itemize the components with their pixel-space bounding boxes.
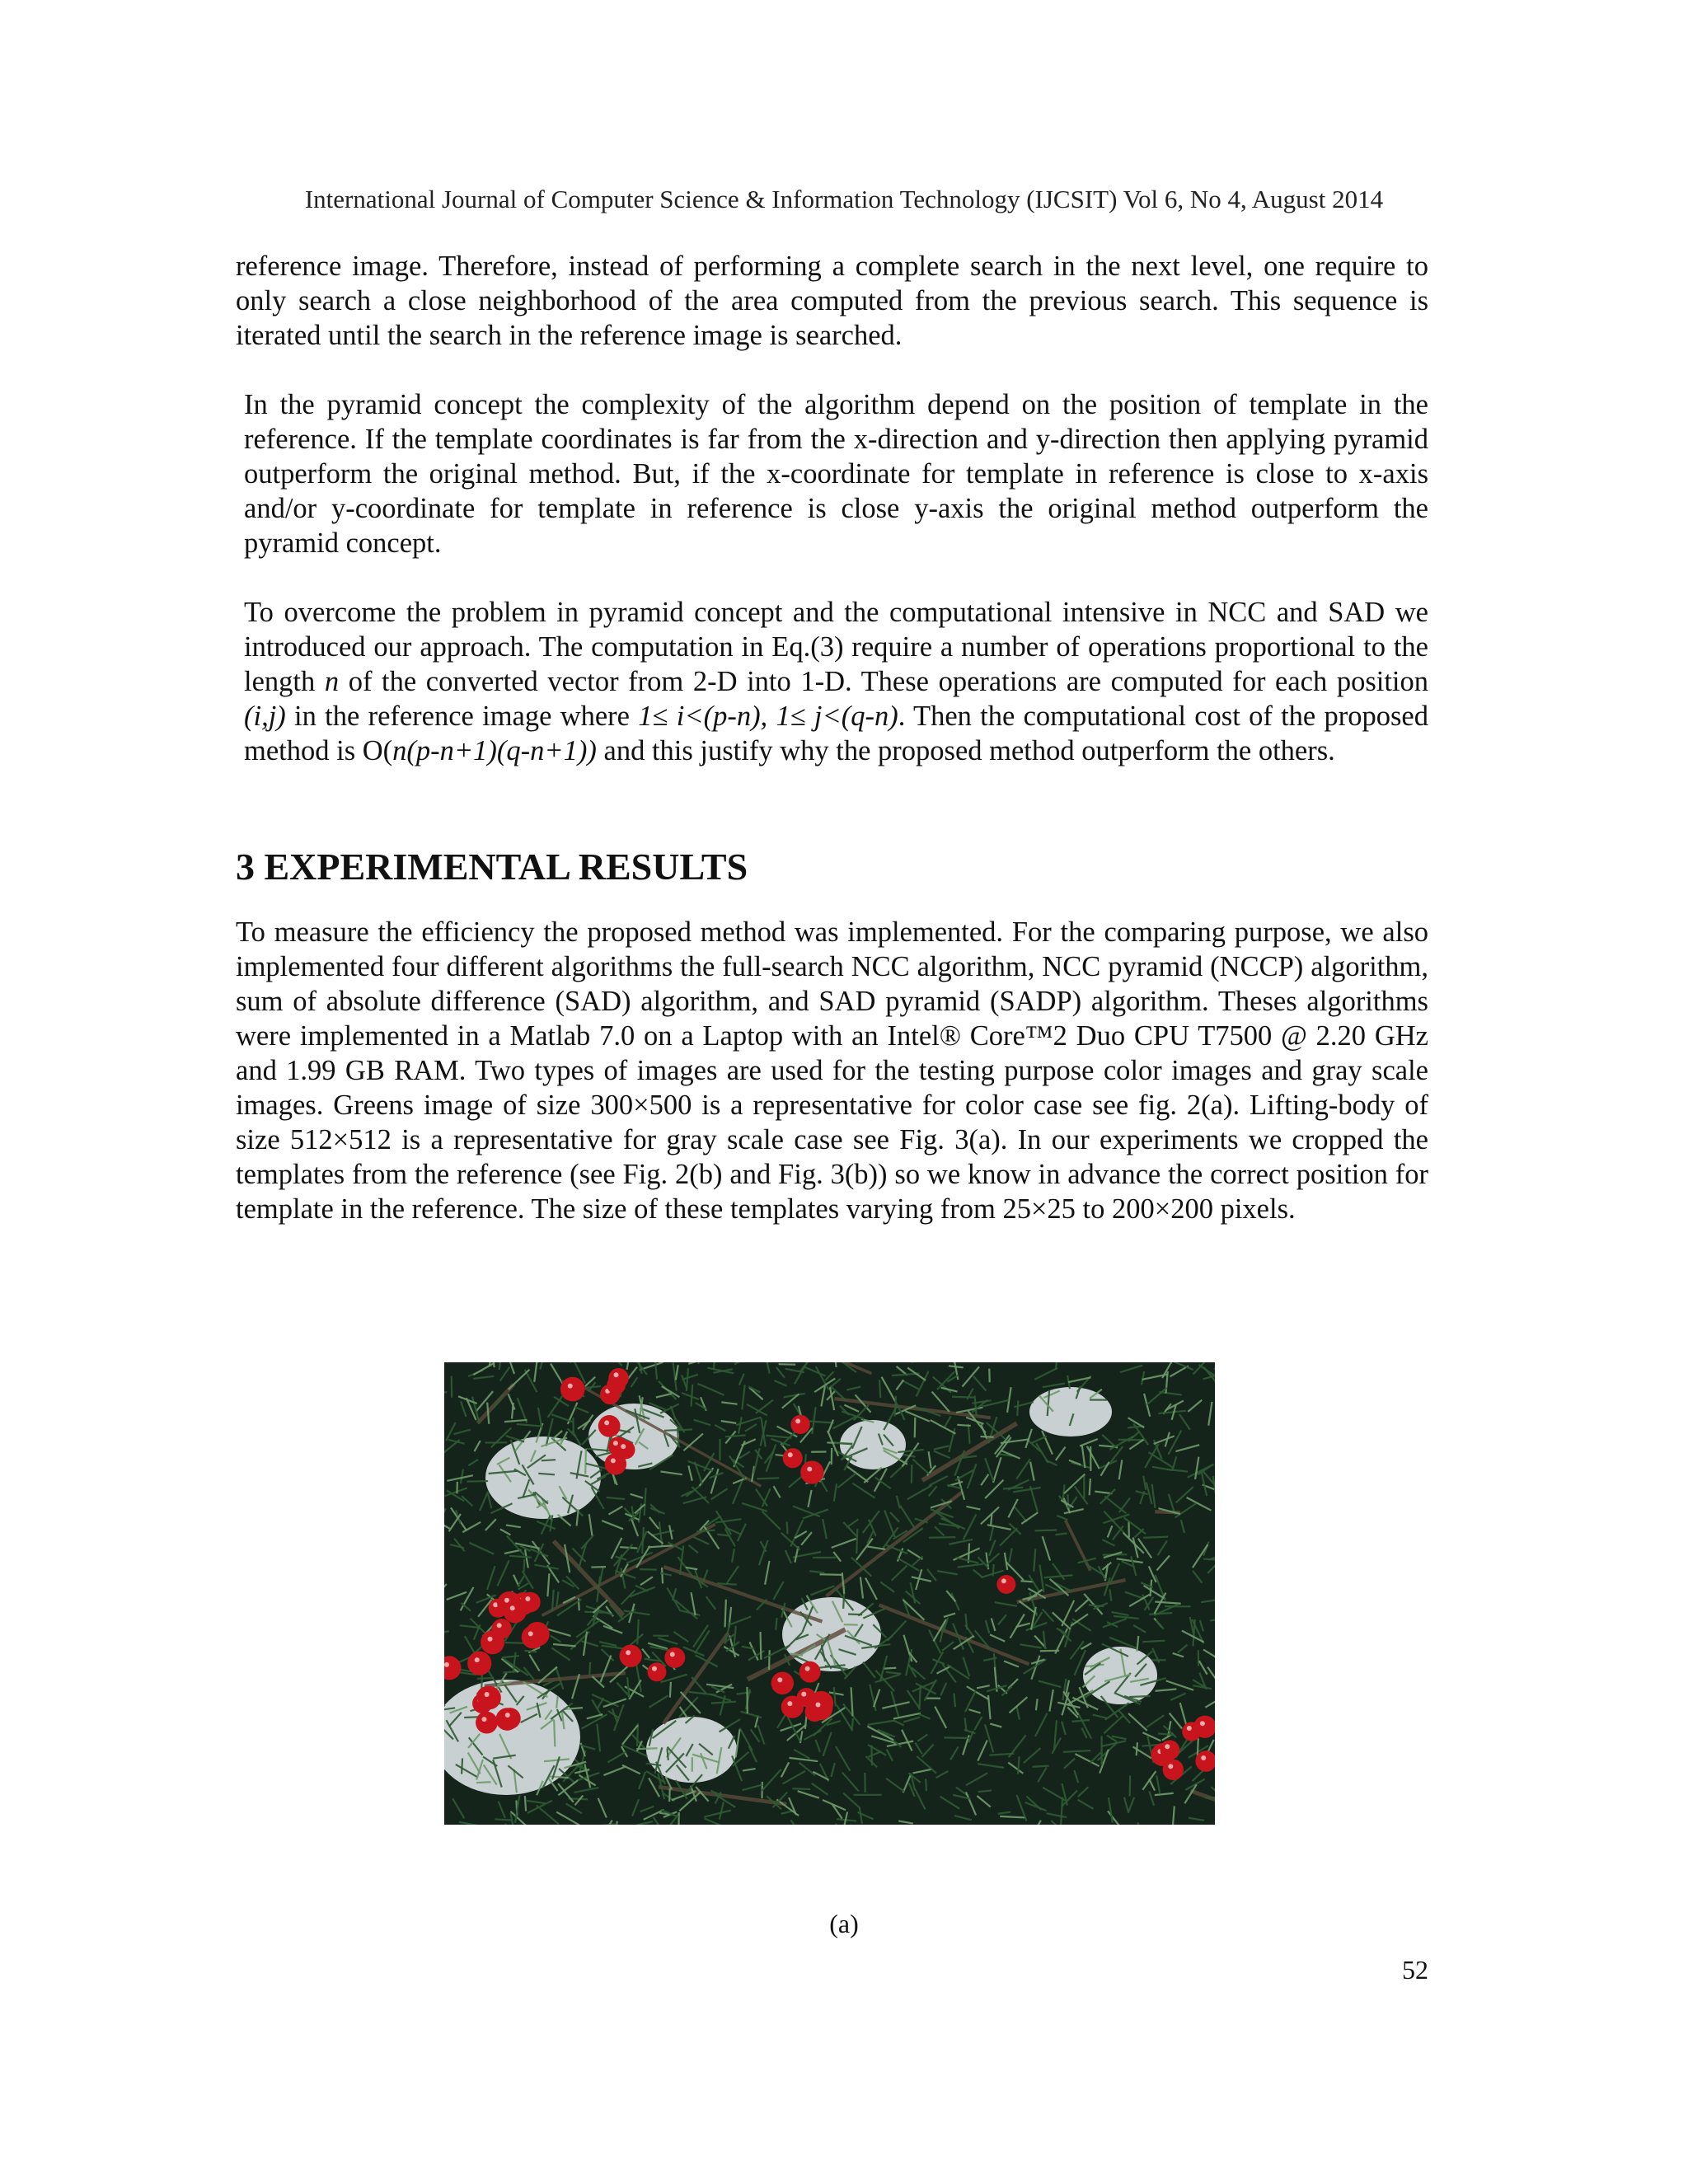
p3-text-5: and this justify why the proposed method outperform the others.: [596, 735, 1335, 766]
page-number: 52: [1402, 1955, 1428, 1985]
p3-complexity: n(p-n+1)(q-n+1)): [392, 735, 597, 766]
paragraph-3-text: [244, 595, 1428, 768]
figure-greens-image: [444, 1362, 1215, 1825]
paragraph-approach: [244, 595, 1428, 768]
paragraph-4-text: To measure the efficiency the proposed method was implemented. For the comparing purpose, we also implemented four different algorithms the full-search NCC algorithm, NCC pyramid (NCCP) algorithm, sum of absolute difference (SAD) algorithm, and SAD pyramid (SADP) algorithm. Theses algorithms were implemented in a Matlab 7.0 on a Laptop with an Intel® Core™2 Duo CPU T7500 @ 2.20 GHz and 1.99 GB RAM. Two types of images are used for the testing purpose color images and gray scale images. Greens image of size 300×500 is a representative for color case see fig. 2(a). Lifting-body of size 512×512 is a representative for gray scale case see Fig. 3(a). In our experiments we cropped the templates from the reference (see Fig. 2(b) and Fig. 3(b)) so we know in advance the correct position for template in the reference. The size of these templates varying from 25×25 to 200×200 pixels.: [236, 916, 1428, 1225]
p3-var-n: n: [324, 666, 340, 697]
paragraph-experimental: [236, 915, 1428, 1226]
p3-position: (i,j): [244, 701, 286, 732]
paragraph-1-text: reference image. Therefore, instead of performing a complete search in the next level, one require to only search a close neighborhood of the area computed from the previous search. This sequence is iterated until the search in the reference image is searched.: [236, 251, 1428, 351]
figure-caption: (a): [829, 1909, 859, 1938]
greens-berries-photo: [444, 1362, 1215, 1825]
running-header: International Journal of Computer Science & Information Technology (IJCSIT) Vol 6, No 4, August 2014: [304, 185, 1384, 213]
paragraph-continuation: [236, 249, 1428, 353]
p3-range: 1≤ i<(p-n), 1≤ j<(q-n): [638, 701, 898, 732]
section-heading: 3 EXPERIMENTAL RESULTS: [236, 846, 748, 888]
p3-text-1: To overcome the problem in pyramid concept and the computational intensive in NCC and SAD we introduced our approach. The computation in Eq.(3) require a number of operations proportional to the length: [244, 597, 1428, 697]
p3-text-4: . Then the computational cost of the proposed method is O(: [244, 701, 1428, 766]
p3-text-2: of the converted vector from 2-D into 1-D. These operations are computed for each position: [339, 666, 1429, 697]
p3-text-3: in the reference image where: [285, 701, 639, 732]
paragraph-2-text: In the pyramid concept the complexity of the algorithm depend on the position of template in the reference. If the template coordinates is far from the x-direction and y-direction then applying pyramid outperform the original method. But, if the x-coordinate for template in reference is close to x-axis and/or y-coordinate for template in reference is close y-axis the original method outperform the pyramid concept.: [244, 389, 1428, 559]
paragraph-pyramid-concept: [244, 387, 1428, 560]
